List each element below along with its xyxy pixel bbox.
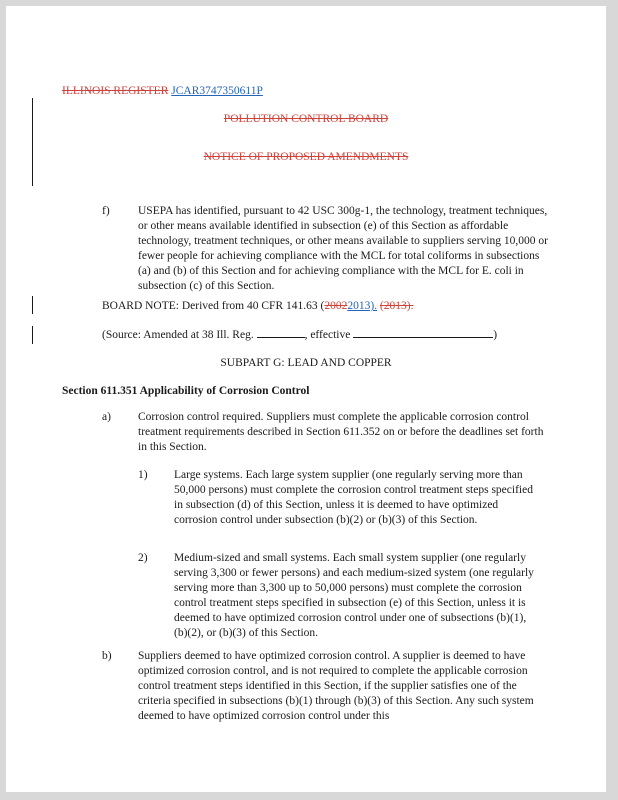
reg-blank	[257, 337, 305, 338]
source-line: (Source: Amended at 38 Ill. Reg. , effective )	[102, 329, 498, 341]
effective-blank	[353, 337, 493, 338]
notice-title: NOTICE OF PROPOSED AMENDMENTS	[203, 151, 409, 163]
document-page	[6, 6, 606, 792]
item-label: a)	[102, 411, 111, 423]
subpart-heading: SUBPART G: LEAD AND COPPER	[220, 357, 392, 369]
section-heading: Section 611.351 Applicability of Corrosion Control	[62, 385, 310, 397]
item-a-text: Corrosion control required. Suppliers must complete the applicable corrosion control treatment requirements described in Section 611.352 on or before the deadlines set forth in this Section.	[138, 411, 544, 453]
register-header	[62, 84, 263, 99]
jcar-number: JCAR3747350611P	[171, 85, 263, 97]
board-title: POLLUTION CONTROL BOARD	[223, 113, 389, 125]
revision-bar	[32, 296, 33, 314]
item-label: b)	[102, 650, 112, 662]
item-2-text: Medium-sized and small systems. Each small system supplier (one regularly serving 3,300 or fewer persons) and each medium-sized system (one regularly serving more than 3,300 up to 50,000 persons) must complete the corrosion control treatment steps specified in subsection (e) of this Section, unless it is deemed to have optimized corrosion control under one of subsections (b)(1), (b)(2), or (b)(3) of this Section.	[174, 552, 534, 639]
item-1-text: Large systems. Each large system supplier (one regularly serving more than 50,000 persons) must complete the corrosion control treatment steps specified in subsection (d) of this Section, unless it is deemed to have optimized corrosion control under subsection (b)(2) or (b)(3) of this Section.	[174, 469, 533, 526]
item-label: f)	[102, 205, 110, 217]
item-label: 2)	[138, 552, 148, 564]
inserted-year: 2013).	[347, 300, 378, 312]
deleted-tail: (2013).	[379, 300, 414, 312]
revision-bar	[32, 326, 33, 344]
item-f-text: USEPA has identified, pursuant to 42 USC 300g-1, the technology, treatment techniques, or other means available identified in subsection (e) of this Section as affordable technology, treatment techniques, or other means available to suppliers serving 10,000 or fewer people for achieving compliance with the MCL for total coliforms in subsections (a) and (b) of this Section and for achieving compliance with the MCL for E. coli in subsection (c) of this Section.	[138, 205, 548, 292]
item-label: 1)	[138, 469, 148, 481]
register-title: ILLINOIS REGISTER	[62, 85, 169, 97]
item-b-text: Suppliers deemed to have optimized corrosion control. A supplier is deemed to have optimized corrosion control, and is not required to complete the applicable corrosion control treatment steps identified in this Section, if the supplier satisfies one of the criteria specified in subsections (b)(1) through (b)(3) of this Section. Any such system deemed to have optimized corrosion control under this	[138, 650, 534, 722]
deleted-year: 2002	[324, 300, 348, 312]
board-note: BOARD NOTE: Derived from 40 CFR 141.63 (20022013). (2013).	[102, 300, 414, 312]
